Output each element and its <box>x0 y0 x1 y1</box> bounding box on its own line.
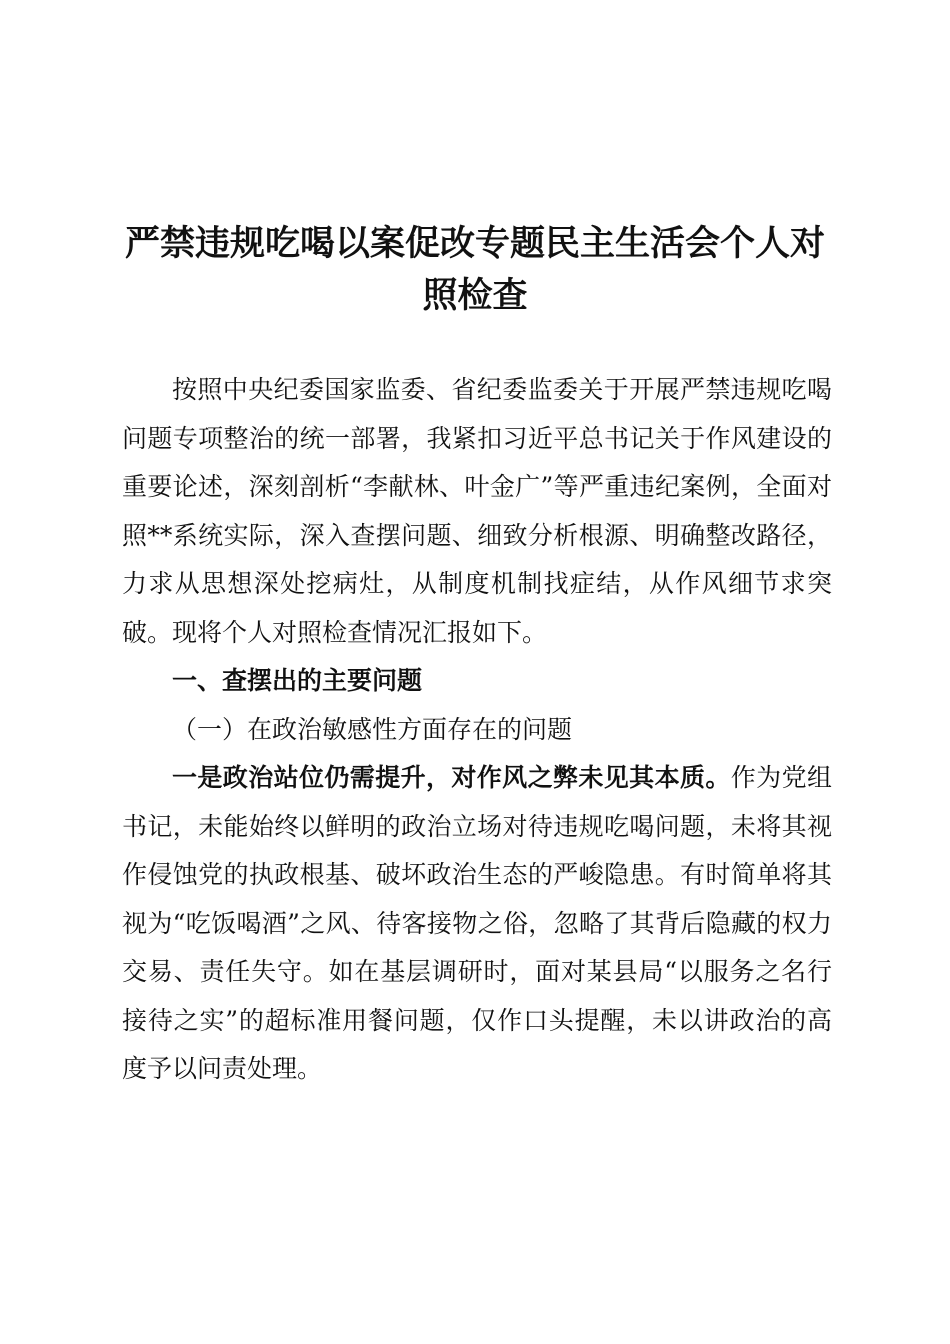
intro-paragraph: 按照中央纪委国家监委、省纪委监委关于开展严禁违规吃喝问题专项整治的统一部署，我紧扣习近平总书记关于作风建设的重要论述，深刻剖析“李献林、叶金广”等严重违纪案例，全面对照**系统实际，深入查摆问题、细致分析根源、明确整改路径，力求从思想深处挖病灶，从制度机制找症结，从作风细节求突破。现将个人对照检查情况汇报如下。 <box>122 375 832 647</box>
document-body <box>122 366 832 1094</box>
point-one-paragraph <box>122 754 832 1094</box>
point-one-lead: 一是政治站位仍需提升，对作风之弊未见其本质。 <box>172 763 731 792</box>
document-title: 严禁违规吃喝以案促改专题民主生活会个人对照检查 <box>124 223 825 316</box>
point-one-body: 作为党组书记，未能始终以鲜明的政治立场对待违规吃喝问题，未将其视作侵蚀党的执政根基、破坏政治生态的严峻隐患。有时简单将其视为“吃饭喝酒”之风、待客接物之俗，忽略了其背后隐藏的权力交易、责任失守。如在基层调研时，面对某县局“以服务之名行接待之实”的超标准用餐问题，仅作口头提醒，未以讲政治的高度予以问责处理。 <box>122 763 832 1083</box>
section-heading: 一、查摆出的主要问题 <box>172 666 423 695</box>
subsection-heading: （一）在政治敏感性方面存在的问题 <box>172 714 573 744</box>
